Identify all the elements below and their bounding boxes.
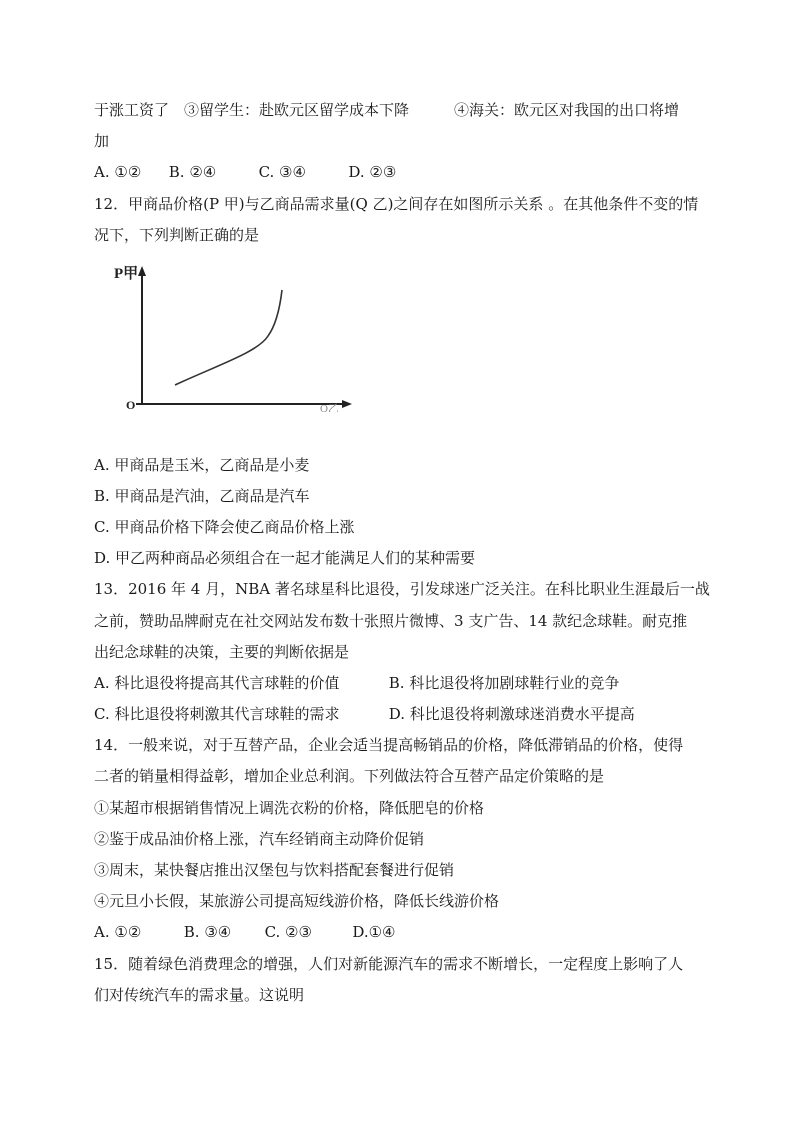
q11-line2: 加 [94, 132, 110, 150]
q11-line1: 于涨工资了 ③留学生：赴欧元区留学成本下降 ④海关：欧元区对我国的出口将增 [94, 101, 680, 119]
q13-options-row2 [94, 704, 635, 724]
q14-option-b[interactable]: B. ③④ [183, 923, 232, 941]
q12-graph [108, 262, 353, 412]
q13-options-row1 [94, 673, 619, 693]
q12-option-b[interactable]: B. 甲商品是汽油，乙商品是汽车 [94, 487, 310, 505]
x-axis-label: Q乙 [320, 403, 339, 412]
q14-item-3: ③周末，某快餐店推出汉堡包与饮料搭配套餐进行促销 [94, 861, 455, 879]
q14-options [94, 922, 396, 942]
q11-option-b[interactable]: B. ②④ [168, 163, 217, 181]
q13-option-c[interactable]: C. 科比退役将刺激其代言球鞋的需求 [94, 705, 340, 723]
q11-option-a[interactable]: A. ①② [94, 163, 142, 181]
q14-option-c[interactable]: C. ②③ [264, 923, 312, 941]
q11-option-d[interactable]: D. ②③ [348, 163, 397, 181]
q12-stem-line2: 况下，下列判断正确的是 [94, 226, 260, 244]
q13-option-b[interactable]: B. 科比退役将加剧球鞋行业的竞争 [388, 674, 620, 692]
q12-option-d[interactable]: D. 甲乙两种商品必须组合在一起才能满足人们的某种需要 [94, 549, 476, 567]
relationship-curve [175, 290, 282, 385]
q14-stem-line2: 二者的销量相得益彰，增加企业总利润。下列做法符合互替产品定价策略的是 [94, 767, 605, 785]
q13-stem-line3: 出纪念球鞋的决策，主要的判断依据是 [94, 643, 350, 661]
x-axis-arrow [342, 400, 352, 408]
origin-label: O [126, 398, 136, 412]
q15-stem-line1: 15．随着绿色消费理念的增强，人们对新能源汽车的需求不断增长，一定程度上影响了人 [94, 955, 684, 973]
q13-option-a[interactable]: A. 科比退役将提高其代言球鞋的价值 [94, 674, 340, 692]
q14-item-1: ①某超市根据销售情况上调洗衣粉的价格，降低肥皂的价格 [94, 799, 485, 817]
q11-options [94, 162, 396, 182]
q11-option-c[interactable]: C. ③④ [258, 163, 306, 181]
q14-item-4: ④元旦小长假，某旅游公司提高短线游价格，降低长线游价格 [94, 892, 500, 910]
q13-stem-line1: 13．2016 年 4 月，NBA 著名球星科比退役，引发球迷广泛关注。在科比职业生涯最后一战 [94, 580, 710, 598]
q12-stem-line1: 12．甲商品价格(P 甲)与乙商品需求量(Q 乙)之间存在如图所示关系 。在其他条件不变的情 [94, 195, 699, 213]
q12-option-a[interactable]: A. 甲商品是玉米，乙商品是小麦 [94, 456, 310, 474]
q12-option-c[interactable]: C. 甲商品价格下降会使乙商品价格上涨 [94, 518, 355, 536]
q13-stem-line2: 之前，赞助品牌耐克在社交网站发布数十张照片微博、3 支广告、14 款纪念球鞋。耐克推 [94, 612, 688, 630]
q13-option-d[interactable]: D. 科比退役将刺激球迷消费水平提高 [388, 705, 635, 723]
q14-stem-line1: 14．一般来说，对于互替产品，企业会适当提高畅销品的价格，降低滞销品的价格，使得 [94, 736, 684, 754]
q14-option-a[interactable]: A. ①② [94, 923, 142, 941]
y-axis-label: P甲 [114, 266, 139, 282]
q14-item-2: ②鉴于成品油价格上涨，汽车经销商主动降价促销 [94, 830, 425, 848]
q14-option-d[interactable]: D.①④ [352, 923, 396, 941]
y-axis-arrow [138, 266, 146, 276]
q15-stem-line2: 们对传统汽车的需求量。这说明 [94, 986, 305, 1004]
